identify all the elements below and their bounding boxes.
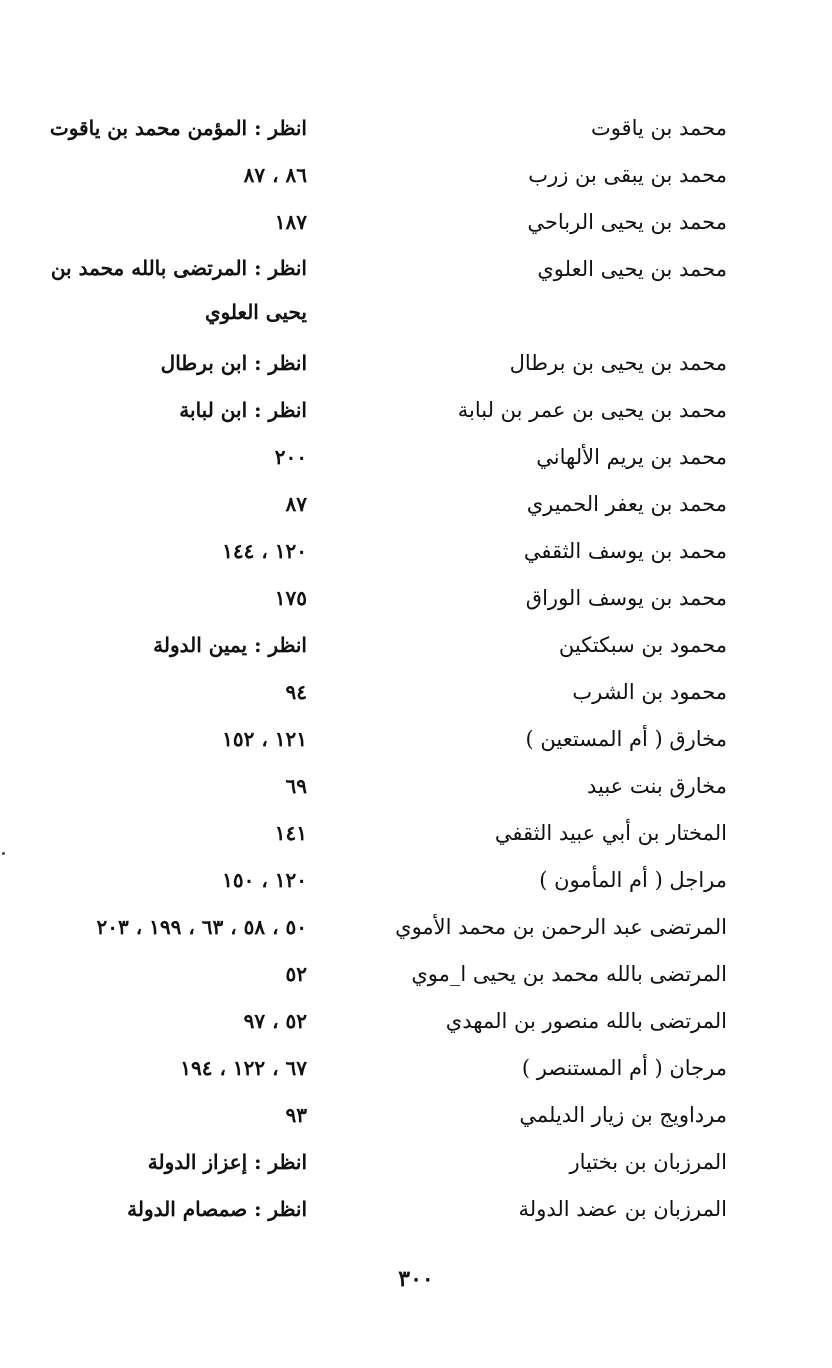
index-entry (0, 575, 832, 622)
entry-reference: انظر : ابن لبابة (179, 398, 307, 422)
index-entry (0, 716, 832, 763)
index-entry (0, 481, 832, 528)
entry-name: مخارق ( أم المستعين ) (525, 727, 727, 751)
index-entry (0, 434, 832, 481)
index-entry (0, 340, 832, 387)
entry-reference: ٥٢ ، ٩٧ (243, 1009, 307, 1033)
entry-reference: انظر : إعزاز الدولة (147, 1150, 307, 1174)
entry-name: محمود بن الشرب (572, 680, 727, 704)
entry-name: محمد بن يحيى بن برطال (509, 351, 727, 375)
entry-reference: ٥٠ ، ٥٨ ، ٦٣ ، ١٩٩ ، ٢٠٣ (96, 915, 307, 939)
entry-name: محمد بن يوسف الثقفي (523, 539, 727, 563)
entry-reference: ١٢٠ ، ١٤٤ (222, 539, 307, 563)
entry-name: محمد بن يحيى العلوي (537, 257, 727, 281)
entry-reference: ٩٤ (285, 680, 307, 704)
entry-name: المختار بن أبي عبيد الثقفي (494, 821, 727, 845)
index-entry (0, 1092, 832, 1139)
entry-name: مرداويج بن زيار الديلمي (519, 1103, 727, 1127)
index-entry (0, 1045, 832, 1092)
entry-name: المرتضى بالله محمد بن يحيى ا_موي (411, 962, 727, 986)
entry-reference: ٦٧ ، ١٢٢ ، ١٩٤ (180, 1056, 307, 1080)
index-entry (0, 387, 832, 434)
index-entry (0, 622, 832, 669)
entry-name: المرزبان بن عضد الدولة (518, 1197, 727, 1221)
entry-name: محمد بن يعفر الحميري (526, 492, 727, 516)
entry-name: المرتضى بالله منصور بن المهدي (445, 1009, 727, 1033)
index-entry (0, 857, 832, 904)
index-entry (0, 998, 832, 1045)
entry-name: مراجل ( أم المأمون ) (539, 868, 727, 892)
entry-name: مرجان ( أم المستنصر ) (521, 1056, 727, 1080)
entry-name: محمود بن سبكتكين (558, 633, 727, 657)
entry-reference: انظر : المؤمن محمد بن ياقوت (49, 116, 307, 140)
entry-reference: ٨٦ ، ٨٧ (243, 163, 307, 187)
index-entry (0, 810, 832, 857)
entry-reference: انظر : صمصام الدولة (127, 1197, 307, 1221)
entry-reference: ١٢٠ ، ١٥٠ (222, 868, 307, 892)
page-number: ٣٠٠ (398, 1266, 434, 1292)
entry-reference: ٨٧ (285, 492, 307, 516)
index-entry (0, 951, 832, 998)
entry-name: محمد بن يحيى الرباحي (527, 210, 727, 234)
index-entries (0, 105, 832, 1233)
entry-name: محمد بن يحيى بن عمر بن لبابة (457, 398, 727, 422)
entry-reference: ١٧٥ (274, 586, 307, 610)
index-entry (0, 246, 832, 340)
entry-reference: ٢٠٠ (274, 445, 307, 469)
entry-reference: انظر : ابن برطال (160, 351, 307, 375)
index-entry (0, 1139, 832, 1186)
entry-reference: ٦٩ (285, 774, 307, 798)
entry-reference: ١٢١ ، ١٥٢ (222, 727, 307, 751)
entry-name: محمد بن يبقى بن زرب (528, 163, 727, 187)
scan-speck (2, 852, 5, 855)
entry-reference: ٩٣ (285, 1103, 307, 1127)
index-entry (0, 1186, 832, 1233)
entry-name: محمد بن ياقوت (590, 116, 727, 140)
entry-reference: انظر : يمين الدولة (153, 633, 307, 657)
entry-reference: ٥٢ (285, 962, 307, 986)
entry-name: محمد بن يوسف الوراق (525, 586, 727, 610)
entry-name: المرتضى عبد الرحمن بن محمد الأموي (395, 915, 727, 939)
entry-name: مخارق بنت عبيد (586, 774, 727, 798)
index-entry (0, 904, 832, 951)
index-entry (0, 199, 832, 246)
entry-reference: ١٤١ (274, 821, 307, 845)
index-entry (0, 669, 832, 716)
entry-reference: ١٨٧ (274, 210, 307, 234)
index-entry (0, 152, 832, 199)
index-entry (0, 528, 832, 575)
index-entry (0, 763, 832, 810)
index-entry (0, 105, 832, 152)
entry-name: المرزبان بن بختيار (569, 1150, 727, 1174)
entry-reference: انظر : المرتضى بالله محمد بن يحيى العلوي (50, 256, 307, 324)
entry-name: محمد بن يريم الألهاني (536, 445, 727, 469)
